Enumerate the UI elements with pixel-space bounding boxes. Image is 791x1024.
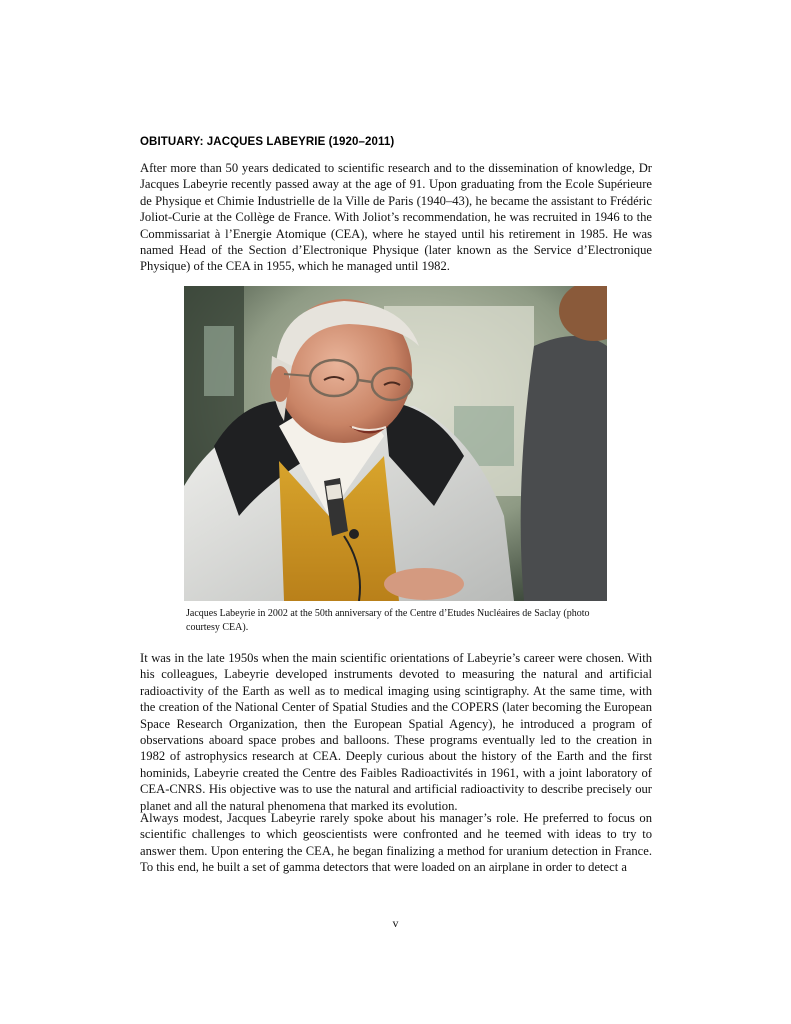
page-number: v (392, 916, 399, 930)
paragraph-intro: After more than 50 years dedicated to scientific research and to the dissemination of knowledge, Dr Jacques Labeyrie recently passed away at the age of 91. Upon graduating from the Ecole Supérieure de Physique et Chimie Industrielle de la Ville de Paris (1940–43), he became the assistant to Frédéric Joliot-Curie at the Collège de France. With Joliot’s recommendation, he was recruited in 1946 to the Commissariat à l’Energie Atomique (CEA), where he stayed until his retirement in 1985. He was named Head of the Section d’Electronique Physique (later known as the Service d’Electronique Physique) of the CEA in 1955, which he managed until 1982. (140, 161, 652, 274)
paragraph-career: It was in the late 1950s when the main scientific orientations of Labeyrie’s career were chosen. With his colleagues, Labeyrie developed instruments devoted to measuring the natural and artificial radioactivity of the Earth as well as to medical imaging using scintigraphy. At the same time, with the creation of the National Center of Spatial Studies and the COPERS (later becoming the European Space Research Organization, then the European Spatial Agency), he introduced a program of observations aboard space probes and balloons. These programs eventually led to the creation in 1982 of astrophysics research at CEA. Deeply curious about the history of the Earth and the first hominids, Labeyrie created the Centre des Faibles Radioactivités in 1961, with a joint laboratory of CEA-CNRS. His objective was to use the natural and artificial radioactivity to describe precisely our planet and all the natural phenomena that marked its evolution. (140, 651, 652, 813)
portrait-photo (184, 286, 607, 601)
obituary-heading: OBITUARY: JACQUES LABEYRIE (1920–2011) (140, 136, 395, 148)
photo-caption: Jacques Labeyrie in 2002 at the 50th anniversary of the Centre d’Etudes Nucléaires de Saclay (photo courtesy CEA). (186, 608, 590, 633)
paragraph-modest: Always modest, Jacques Labeyrie rarely spoke about his manager’s role. He preferred to focus on scientific challenges to which geoscientists were confronted and he teemed with ideas to try to answer them. Upon entering the CEA, he began finalizing a method for uranium detection in France. To this end, he built a set of gamma detectors that were loaded on an airplane in order to detect a (140, 811, 652, 875)
